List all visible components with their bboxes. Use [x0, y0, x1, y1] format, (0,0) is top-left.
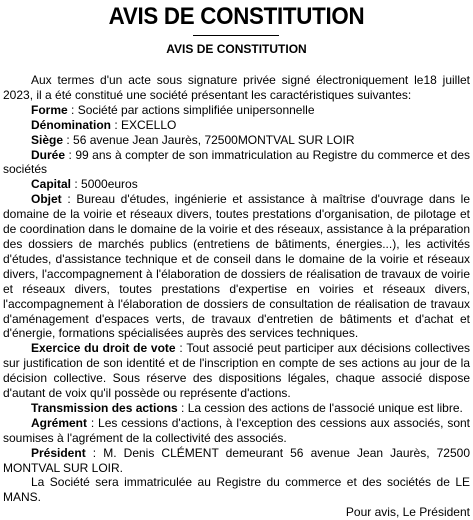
headline-divider [193, 35, 279, 36]
registration-paragraph: La Société sera immatriculée au Registre du commerce et des sociétés de LE MANS. [3, 475, 470, 505]
denomination-paragraph [3, 118, 470, 133]
vote-label: Exercice du droit de vote [31, 341, 176, 356]
president-paragraph [3, 446, 470, 476]
duree-label: Durée [31, 147, 66, 162]
forme-value: : Société par actions simplifiée unipersonnelle [67, 102, 315, 117]
notice-body [3, 73, 470, 520]
vote-paragraph [3, 341, 470, 401]
objet-paragraph [3, 192, 470, 341]
capital-label: Capital [31, 177, 72, 192]
duree-paragraph [3, 148, 470, 178]
siege-paragraph [3, 133, 470, 148]
vote-value: : Tout associé peut participer aux décisions collectives sur justification de son identité et de l'inscription en compte de ses actions au jour de la décision collective. Sous réserve des dispositions légales, chaque associé dispose d'autant de voix qu'il possède ou représente d'actions. [3, 341, 470, 401]
denomination-label: Dénomination [31, 117, 111, 132]
forme-paragraph [3, 103, 470, 118]
agrement-label: Agrément [31, 415, 88, 430]
notice-subheadline: AVIS DE CONSTITUTION [166, 42, 307, 56]
president-value: : M. Denis CLÉMENT demeurant 56 avenue Jean Jaurès, 72500 MONTVAL SUR LOIR. [3, 445, 470, 475]
siege-label: Siège [31, 132, 64, 147]
capital-paragraph [3, 177, 470, 192]
denomination-value: : EXCELLO [111, 117, 177, 132]
agrement-value: : Les cessions d'actions, à l'exception des cessions aux associés, sont soumises à l'agrément de la collectivité des associés. [3, 415, 470, 445]
intro-paragraph: Aux termes d'un acte sous signature privée signé électroniquement le18 juillet 2023, il a été constitué une société présentant les caractéristiques suivantes: [3, 73, 470, 102]
objet-value: : Bureau d'études, ingénierie et assistance à maîtrise d'ouvrage dans le domaine de la voirie et réseaux divers, toutes prestations d'organisation, de pilotage et de coordination dans le domaine de la voirie et des réseaux, assistance à la préparation des dossiers de marchés publics (entretiens de bâtiments, énergies...), les activités d'études, d'assistance technique et de conseil dans le domaine de la voirie et réseaux divers, l'accompagnement à l'élaboration de dossiers de réalisation de travaux de voirie et réseaux divers, toutes prestations d'expertise en voiries et réseaux divers, l'accompagnement à l'élaboration de dossiers de consultation de réalisation de travaux d'aménagement d'espaces verts, de travaux d'entretien de bâtiments et d'achat et d'énergie, formations spécialisées auprès des services techniques. [3, 192, 470, 341]
forme-label: Forme [31, 102, 68, 117]
transmission-paragraph [3, 401, 470, 416]
capital-value: : 5000euros [71, 177, 138, 192]
signature-line: Pour avis, Le Président [345, 505, 470, 520]
notice-headline: AVIS DE CONSTITUTION [108, 3, 365, 30]
transmission-value: : La cession des actions de l'associé unique est libre. [177, 400, 463, 415]
agrement-paragraph [3, 416, 470, 446]
transmission-label: Transmission des actions [31, 400, 178, 415]
siege-value: : 56 avenue Jean Jaurès, 72500MONTVAL SUR LOIR [63, 132, 355, 147]
objet-label: Objet [31, 192, 62, 207]
president-label: Président [31, 445, 86, 460]
duree-value: : 99 ans à compter de son immatriculation au Registre du commerce et des sociétés [3, 147, 470, 177]
